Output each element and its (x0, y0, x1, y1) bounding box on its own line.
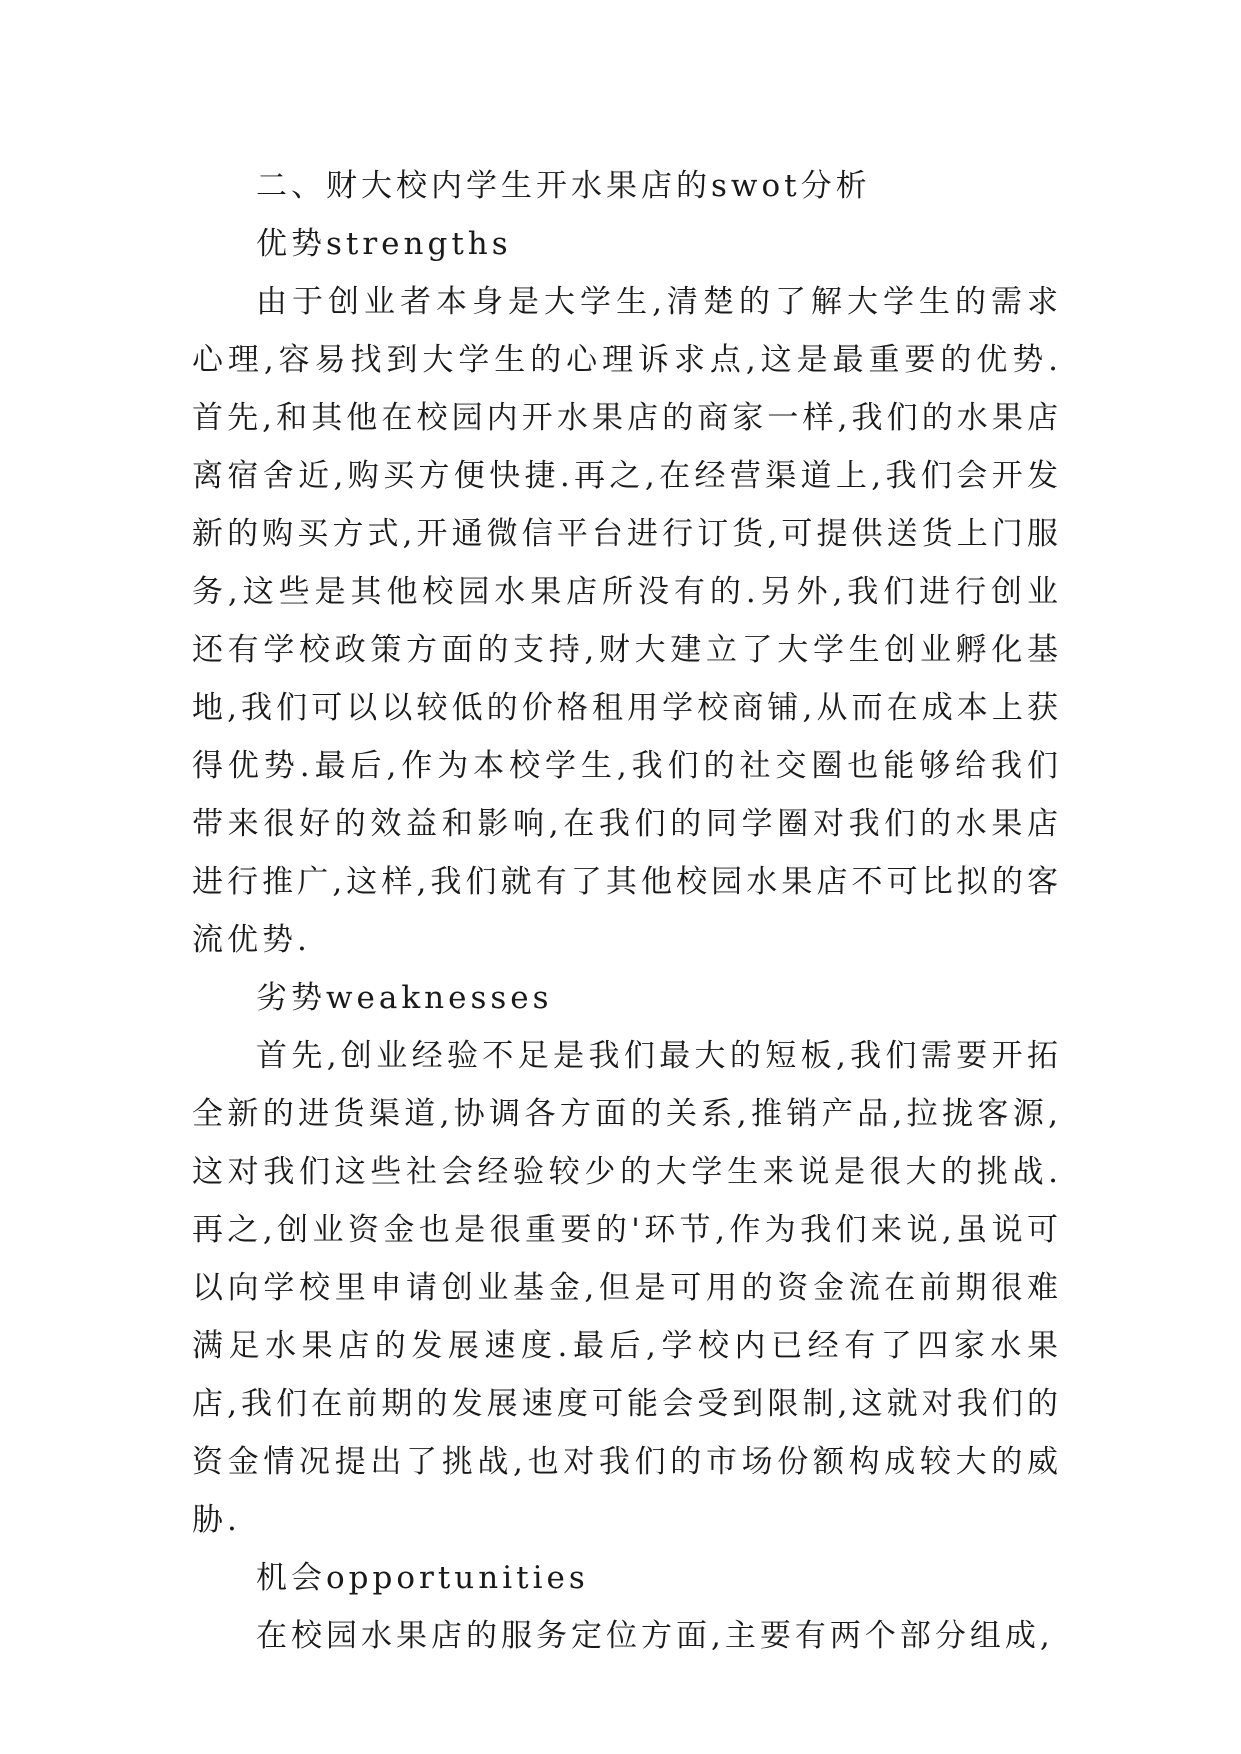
section-heading-swot: 二、财大校内学生开水果店的swot分析 (256, 168, 871, 204)
subheading-opportunities: 机会opportunities (256, 1560, 589, 1596)
document-body (192, 157, 1062, 1665)
paragraph-weaknesses: 首先,创业经验不足是我们最大的短板,我们需要开拓全新的进货渠道,协调各方面的关系,推销产品,拉拢客源,这对我们这些社会经验较少的大学生来说是很大的挑战.再之,创业资金也是很重要的'环节,作为我们来说,虽说可以向学校里申请创业基金,但是可用的资金流在前期很难满足水果店的发展速度.最后,学校内已经有了四家水果店,我们在前期的发展速度可能会受到限制,这就对我们的资金情况提出了挑战,也对我们的市场份额构成较大的威胁. (192, 1038, 1062, 1538)
paragraph-opportunities: 在校园水果店的服务定位方面,主要有两个部分组成, (256, 1618, 1054, 1654)
paragraph-strengths: 由于创业者本身是大学生,清楚的了解大学生的需求心理,容易找到大学生的心理诉求点,这是最重要的优势.首先,和其他在校园内开水果店的商家一样,我们的水果店离宿舍近,购买方便快捷.再之,在经营渠道上,我们会开发新的购买方式,开通微信平台进行订货,可提供送货上门服务,这些是其他校园水果店所没有的.另外,我们进行创业还有学校政策方面的支持,财大建立了大学生创业孵化基地,我们可以以较低的价格租用学校商铺,从而在成本上获得优势.最后,作为本校学生,我们的社交圈也能够给我们带来很好的效益和影响,在我们的同学圈对我们的水果店进行推广,这样,我们就有了其他校园水果店不可比拟的客流优势. (192, 284, 1062, 958)
subheading-weaknesses: 劣势weaknesses (256, 980, 553, 1016)
subheading-strengths: 优势strengths (256, 226, 512, 262)
